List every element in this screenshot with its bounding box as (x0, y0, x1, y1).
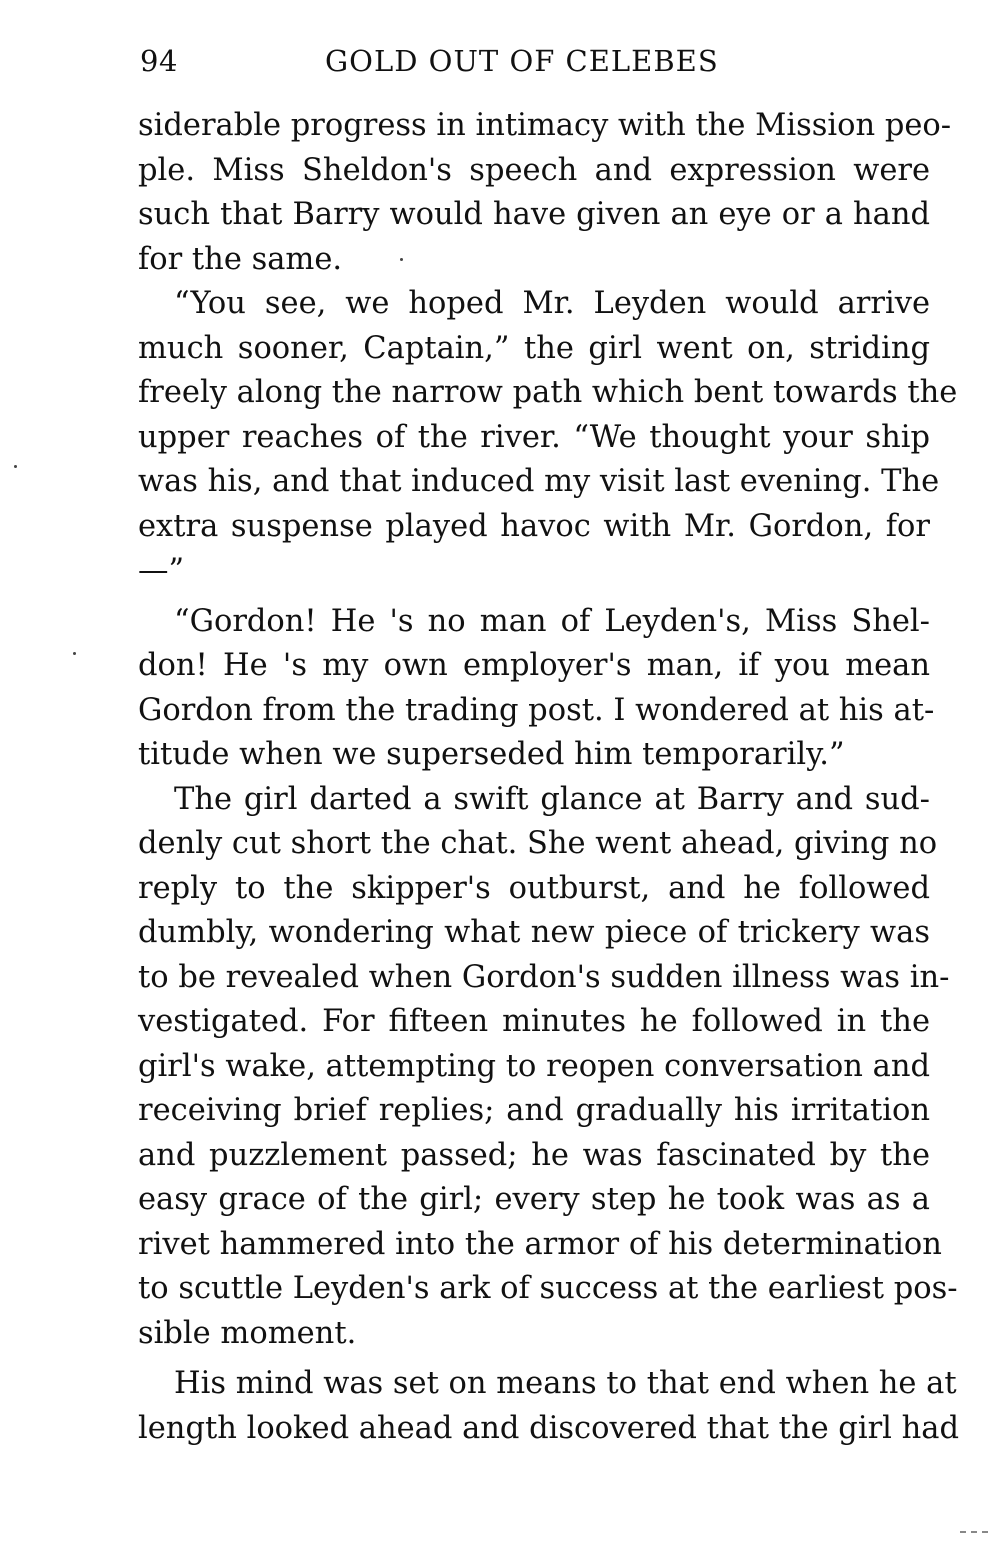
text-line: upper reaches of the river. “We thought your ship (138, 419, 930, 455)
text-line: The girl darted a swift glance at Barry and sud- (174, 781, 930, 817)
page-number: 94 (140, 44, 178, 78)
text-line: freely along the narrow path which bent towards the (138, 375, 958, 410)
text-line: ple. Miss Sheldon's speech and expression were (138, 152, 930, 188)
text-line: for the same. (138, 241, 343, 277)
text-line: dumbly, wondering what new piece of trickery was (138, 915, 930, 950)
text-line: and puzzlement passed; he was fascinated by the (138, 1137, 930, 1173)
text-line: siderable progress in intimacy with the Mission peo- (138, 108, 952, 143)
text-line: “You see, we hoped Mr. Leyden would arrive (174, 286, 930, 321)
paragraph (138, 104, 952, 282)
scan-speck (14, 465, 17, 468)
text-line: “Gordon! He 's no man of Leyden's, Miss Shel- (174, 603, 930, 639)
text-line: don! He 's my own employer's man, if you mean (138, 648, 930, 683)
text-line: sible moment. (138, 1315, 357, 1351)
text-line: titude when we superseded him temporarily.” (138, 737, 845, 772)
paragraph (138, 1362, 959, 1451)
page-header (140, 44, 930, 84)
text-line: easy grace of the girl; every step he took was as a (138, 1182, 930, 1217)
scan-corner-mark (960, 1531, 988, 1535)
text-line: length looked ahead and discovered that the girl had (138, 1410, 959, 1446)
text-line: girl's wake, attempting to reopen conversation and (138, 1048, 930, 1084)
running-title: GOLD OUT OF CELEBES (325, 44, 719, 78)
paragraph (138, 600, 935, 778)
text-line: to scuttle Leyden's ark of success at the earliest pos- (138, 1271, 958, 1306)
text-line: was his, and that induced my visit last evening. The (138, 464, 940, 499)
text-line: rivet hammered into the armor of his determination (138, 1226, 942, 1262)
text-line: denly cut short the chat. She went ahead, giving no (138, 826, 938, 861)
paragraph (138, 282, 958, 594)
text-line: reply to the skipper's outburst, and he followed (138, 870, 930, 906)
text-line: extra suspense played havoc with Mr. Gordon, for (138, 508, 930, 544)
body-text (138, 104, 959, 1451)
text-line: much sooner, Captain,” the girl went on, striding (138, 330, 930, 366)
paragraph (138, 778, 958, 1357)
text-line: —” (138, 553, 185, 588)
scan-speck (73, 652, 76, 655)
scan-speck (400, 258, 403, 261)
text-line: to be revealed when Gordon's sudden illness was in- (138, 959, 950, 995)
text-line: such that Barry would have given an eye or a hand (138, 197, 930, 232)
text-line: Gordon from the trading post. I wondered at his at- (138, 692, 935, 728)
text-line: His mind was set on means to that end when he at (174, 1366, 957, 1401)
text-line: vestigated. For fifteen minutes he followed in the (138, 1004, 930, 1039)
text-line: receiving brief replies; and gradually his irritation (138, 1093, 930, 1128)
